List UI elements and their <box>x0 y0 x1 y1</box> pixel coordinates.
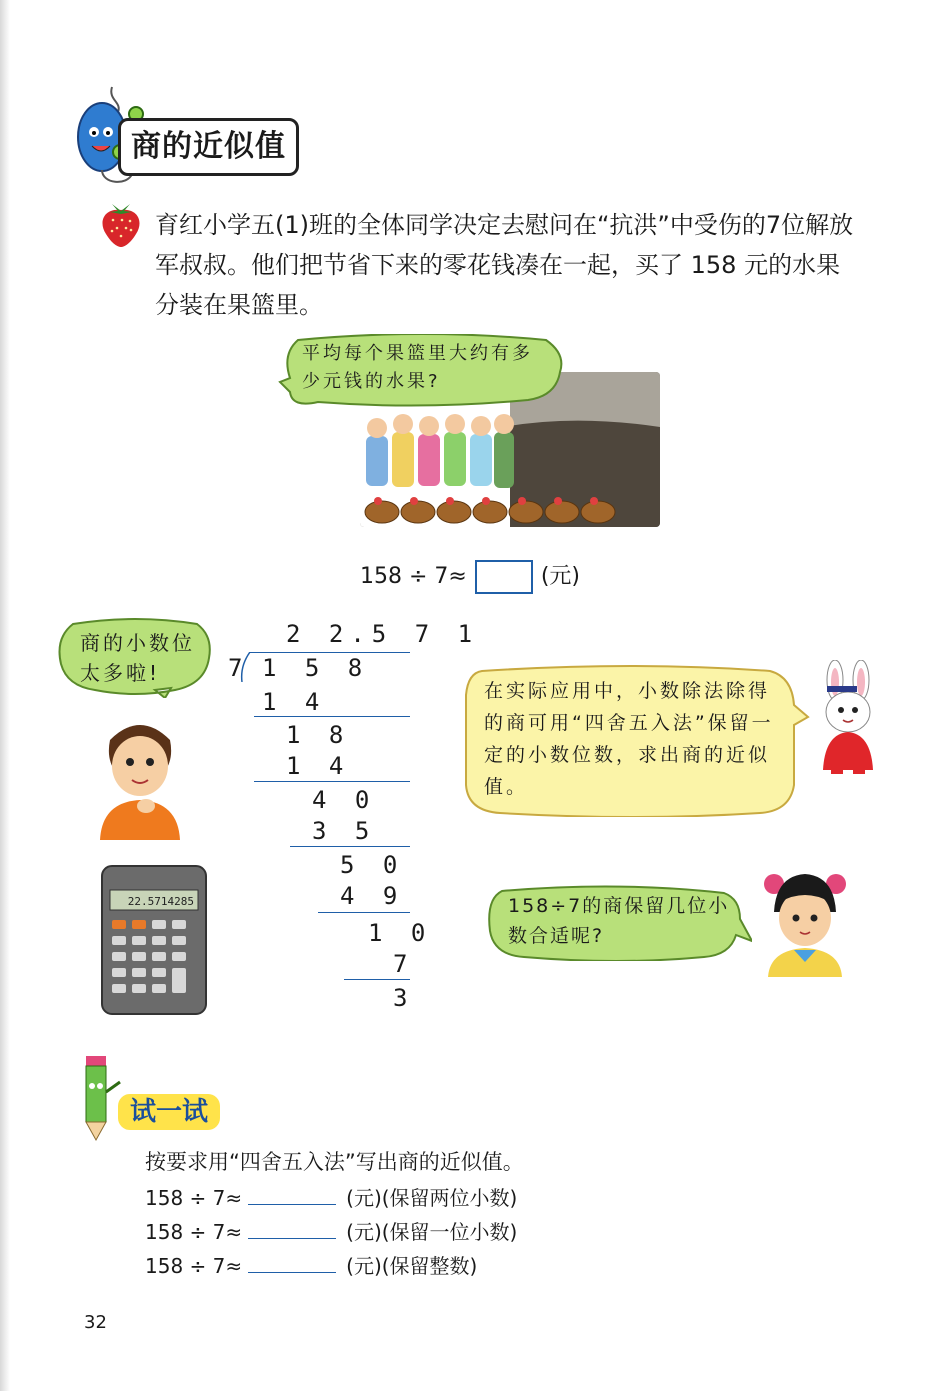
equation-expression: 158 ÷ 7≈ <box>360 564 467 589</box>
pencil-mascot-icon <box>72 1052 122 1142</box>
page-binding-edge <box>0 0 10 1391</box>
answer-blank[interactable] <box>248 1182 336 1205</box>
exercise-expression: 158 ÷ 7≈ <box>145 1254 243 1278</box>
question-bubble-text: 平均每个果篮里大约有多少元钱的水果? <box>302 343 533 392</box>
page-number: 32 <box>84 1312 107 1333</box>
exercise-expression: 158 ÷ 7≈ <box>145 1186 243 1210</box>
division-remainder: 3 <box>393 984 415 1012</box>
division-step: 7 <box>393 950 415 978</box>
division-step: 1 0 <box>368 919 433 947</box>
division-bar <box>250 652 410 653</box>
division-step: 4 9 <box>340 882 405 910</box>
exercise-note: (保留一位小数) <box>381 1220 518 1244</box>
division-divisor: 7 <box>228 654 250 682</box>
section-title: 商的近似值 <box>118 118 299 176</box>
answer-blank[interactable] <box>248 1216 336 1239</box>
division-step: 1 4 <box>286 752 351 780</box>
exercise-unit: (元) <box>346 1186 382 1210</box>
division-dividend: 1 5 8 <box>262 654 370 682</box>
try-section-title: 试一试 <box>118 1094 220 1130</box>
division-step: 1 8 <box>286 721 351 749</box>
main-equation <box>360 560 580 594</box>
division-rule <box>254 781 410 782</box>
boy-bubble-text: 商的小数位太多啦! <box>80 631 195 685</box>
girl-bubble-text: 158÷7的商保留几位小数合适呢? <box>508 895 730 947</box>
boy-character <box>90 710 190 840</box>
exercise-row <box>145 1182 517 1212</box>
division-rule <box>254 716 410 717</box>
division-rule <box>344 979 410 980</box>
girl-character <box>760 862 850 977</box>
exercise-note: (保留整数) <box>381 1254 478 1278</box>
answer-box[interactable] <box>475 560 533 594</box>
exercise-unit: (元) <box>346 1220 382 1244</box>
exercise-note: (保留两位小数) <box>381 1186 518 1210</box>
rabbit-bubble-text: 在实际应用中，小数除法除得的商可用“四舍五入法”保留一定的小数位数，求出商的近似值。 <box>484 680 774 798</box>
answer-blank[interactable] <box>248 1250 336 1273</box>
division-step: 4 0 <box>312 786 377 814</box>
division-rule <box>318 912 410 913</box>
division-step: 3 5 <box>312 817 377 845</box>
problem-text: 育红小学五(1)班的全体同学决定去慰问在“抗洪”中受伤的7位解放军叔叔。他们把节省下来的零花钱凑在一起，买了 158 元的水果分装在果篮里。 <box>155 211 854 319</box>
exercise-expression: 158 ÷ 7≈ <box>145 1220 243 1244</box>
exercise-unit: (元) <box>346 1254 382 1278</box>
division-rule <box>290 846 410 847</box>
exercise-row <box>145 1250 477 1280</box>
calculator-icon <box>100 864 208 1016</box>
division-step: 5 0 <box>340 851 405 879</box>
equation-unit: (元) <box>540 564 581 589</box>
exercise-row <box>145 1216 517 1246</box>
division-quotient: 2 2.5 7 1 <box>286 620 480 648</box>
try-instruction: 按要求用“四舍五入法”写出商的近似值。 <box>145 1150 524 1174</box>
rabbit-teacher-character <box>805 660 890 778</box>
strawberry-icon <box>98 198 144 248</box>
calculator-display: 22.5714285 <box>127 895 194 908</box>
division-step: 1 4 <box>262 688 327 716</box>
division-bracket <box>238 652 252 682</box>
